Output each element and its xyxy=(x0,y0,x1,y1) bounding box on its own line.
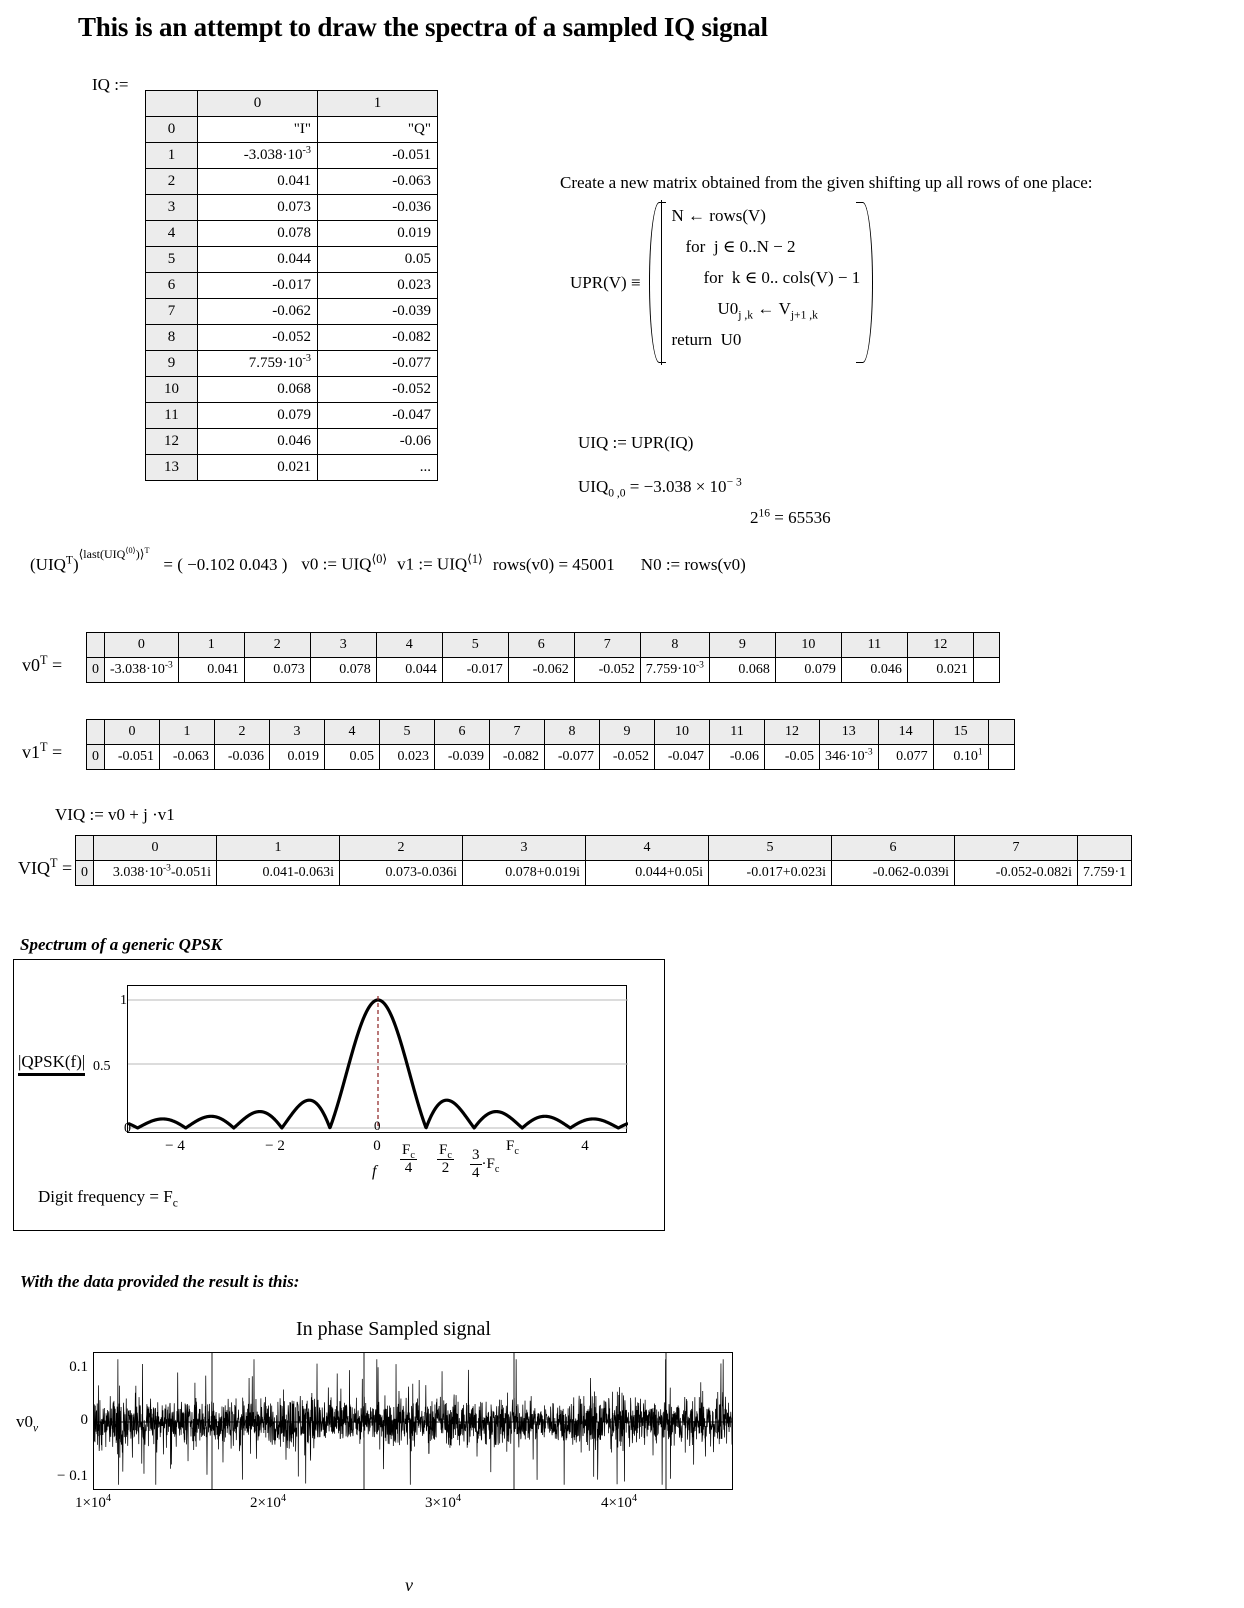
table-cell: -0.047 xyxy=(655,745,710,770)
row-index: 0 xyxy=(87,658,105,683)
column-header: 2 xyxy=(244,633,310,658)
result-section-heading: With the data provided the result is this: xyxy=(20,1272,300,1291)
table-cell: 0.044 xyxy=(376,658,442,683)
table-cell: 0.041 xyxy=(178,658,244,683)
column-header: 0 xyxy=(198,91,318,117)
qpsk-xtick-0: 0 xyxy=(373,1138,381,1154)
table-cell: -0.036 xyxy=(318,195,438,221)
row-index: 11 xyxy=(146,403,198,429)
table-cell: -0.052 xyxy=(574,658,640,683)
table-cell: 0.073-0.036i xyxy=(340,861,463,886)
left-paren xyxy=(647,200,661,365)
table-cell: -0.063 xyxy=(318,169,438,195)
table-row xyxy=(146,299,438,325)
iq-matrix-table xyxy=(145,90,438,481)
v0-transpose-label: $v0^T$ = xyxy=(22,653,63,675)
table-row xyxy=(146,325,438,351)
table-header-row xyxy=(76,836,1132,861)
signal-ytick-upper: 0.1 xyxy=(69,1359,88,1375)
column-header: 1 xyxy=(217,836,340,861)
row-index: 1 xyxy=(146,143,198,169)
qpsk-section-heading: Spectrum of a generic QPSK xyxy=(20,935,223,954)
column-header: 9 xyxy=(600,720,655,745)
table-cell: -0.039 xyxy=(435,745,490,770)
table-cell: 0.05 xyxy=(318,247,438,273)
table-cell: 0.077 xyxy=(878,745,933,770)
table-cell: 0.041-0.063i xyxy=(217,861,340,886)
table-cell: 0.041 xyxy=(198,169,318,195)
rows-v0-value: rows(v0) = 45001 xyxy=(492,554,615,574)
table-cell: -0.036 xyxy=(215,745,270,770)
v0-definition: v0 := $UIQ^{⟨0⟩}$ xyxy=(301,552,388,574)
column-header: 8 xyxy=(545,720,600,745)
v1-transpose-table xyxy=(86,719,1015,770)
table-cell: $-3.038\cdot 10^{-3}$ xyxy=(105,658,179,683)
table-cell: 0.068 xyxy=(198,377,318,403)
table-cell: -0.06 xyxy=(318,429,438,455)
table-cell: -0.052 xyxy=(318,377,438,403)
table-cell: 0.073 xyxy=(198,195,318,221)
table-row xyxy=(87,658,1000,683)
column-header: 1 xyxy=(318,91,438,117)
iq-matrix-label: IQ := xyxy=(92,75,129,94)
upr-line: N ← rows(V) xyxy=(671,206,766,225)
table-cell: ... xyxy=(318,455,438,481)
signal-xtick-2: $2\times 10^4$ xyxy=(249,1493,287,1511)
right-paren xyxy=(860,200,874,365)
table-cell: 0.023 xyxy=(380,745,435,770)
table-cell: 0.10$^1$ xyxy=(933,745,988,770)
table-row xyxy=(146,273,438,299)
table-corner xyxy=(76,836,94,861)
table-cell: 0.044+0.05i xyxy=(586,861,709,886)
table-cell: -0.062-0.039i xyxy=(832,861,955,886)
table-header-row xyxy=(146,91,438,117)
row-index: 12 xyxy=(146,429,198,455)
row-index: 6 xyxy=(146,273,198,299)
table-cell: 0.068 xyxy=(709,658,775,683)
table-row xyxy=(146,455,438,481)
table-cell: 0.078+0.019i xyxy=(463,861,586,886)
table-cell: -0.052-0.082i xyxy=(955,861,1078,886)
table-cell: -0.077 xyxy=(545,745,600,770)
column-header: 6 xyxy=(832,836,955,861)
table-cell: 0.023 xyxy=(318,273,438,299)
table-cell: -0.039 xyxy=(318,299,438,325)
table-cell: 0.078 xyxy=(198,221,318,247)
column-header: 0 xyxy=(94,836,217,861)
signal-xtick-4: $4\times 10^4$ xyxy=(600,1493,638,1511)
table-row xyxy=(146,169,438,195)
table-cell: -0.063 xyxy=(160,745,215,770)
transpose-expression-row xyxy=(30,545,746,608)
column-header: 4 xyxy=(376,633,442,658)
row-index: 10 xyxy=(146,377,198,403)
table-cell: 0.046 xyxy=(198,429,318,455)
table-row xyxy=(87,745,1015,770)
column-header: 15 xyxy=(933,720,988,745)
table-cell: -0.06 xyxy=(710,745,765,770)
table-cell: $-3.038\cdot 10^{-3}$ xyxy=(198,143,318,169)
column-header: 3 xyxy=(310,633,376,658)
table-row xyxy=(146,117,438,143)
row-index: 5 xyxy=(146,247,198,273)
v0-transpose-table xyxy=(86,632,1000,683)
table-cell: $7.759\cdot 10^{-3}$ xyxy=(198,351,318,377)
qpsk-y-axis-label: |QPSK(f)| 0.5 xyxy=(18,1052,111,1074)
column-header-overflow xyxy=(973,633,999,658)
table-row xyxy=(146,377,438,403)
upr-signature: UPR(V) ≡ xyxy=(570,272,641,292)
qpsk-xtick-4: 4 xyxy=(581,1138,589,1154)
qpsk-xtick-fc-over-4: $\frac{F_c}{4}$ xyxy=(402,1142,415,1176)
row-index: 8 xyxy=(146,325,198,351)
power-of-two-value: $2^{16} = 65536$ xyxy=(750,506,831,527)
n0-definition: N0 := rows(v0) xyxy=(640,554,746,574)
column-header: 9 xyxy=(709,633,775,658)
uiq-element-value: $UIQ_{0 ,0} = -3.038 \times 10^{- 3}$ xyxy=(578,475,742,500)
column-header: 3 xyxy=(270,720,325,745)
qpsk-xtick--2: − 2 xyxy=(265,1138,285,1154)
table-cell: -0.062 xyxy=(198,299,318,325)
row-index: 2 xyxy=(146,169,198,195)
table-cell: 0.019 xyxy=(270,745,325,770)
table-row xyxy=(76,861,1132,886)
v1-definition: v1 := $UIQ^{⟨1⟩}$ xyxy=(397,552,483,574)
table-corner xyxy=(87,720,105,745)
table-cell-overflow xyxy=(973,658,999,683)
column-header: 2 xyxy=(215,720,270,745)
row-index: 0 xyxy=(146,117,198,143)
qpsk-xtick-fc: $F_c$ xyxy=(506,1138,519,1157)
signal-y-axis-label: $v0_\nu$ xyxy=(16,1412,39,1435)
row-index: 9 xyxy=(146,351,198,377)
qpsk-plot-area xyxy=(127,985,627,1133)
table-cell-overflow: 7.759·1 xyxy=(1078,861,1132,886)
table-cell: 0.078 xyxy=(310,658,376,683)
table-cell: $346\cdot 10^{-3}$ xyxy=(820,745,879,770)
column-header: 5 xyxy=(380,720,435,745)
signal-ytick-lower: − 0.1 xyxy=(57,1468,88,1484)
column-header: 1 xyxy=(160,720,215,745)
column-header-overflow xyxy=(988,720,1014,745)
page-title: This is an attempt to draw the spectra of a sampled IQ signal xyxy=(78,12,768,42)
viq-transpose-table xyxy=(75,835,1132,886)
table-cell: 0.079 xyxy=(775,658,841,683)
table-row xyxy=(146,403,438,429)
table-cell: 0.021 xyxy=(907,658,973,683)
row-index: 7 xyxy=(146,299,198,325)
column-header: 14 xyxy=(878,720,933,745)
viq-transpose-label: $VIQ^T$ = xyxy=(18,856,73,878)
table-cell: -0.05 xyxy=(765,745,820,770)
in-phase-signal-trace xyxy=(94,1353,733,1490)
column-header: 4 xyxy=(586,836,709,861)
upr-description: Create a new matrix obtained from the given shifting up all rows of one place: xyxy=(560,173,1093,192)
upr-line: $U0_{j ,k}$ ← $V_{j+1 ,k}$ xyxy=(717,299,818,322)
table-header-row xyxy=(87,633,1000,658)
column-header: 6 xyxy=(508,633,574,658)
column-header: 10 xyxy=(775,633,841,658)
table-cell: 0.05 xyxy=(325,745,380,770)
table-cell: 0.021 xyxy=(198,455,318,481)
table-cell: -0.052 xyxy=(600,745,655,770)
table-cell: -0.017 xyxy=(442,658,508,683)
table-cell: -0.051 xyxy=(105,745,160,770)
qpsk-footnote: Digit frequency = $F_c$ xyxy=(38,1187,178,1210)
column-header: 6 xyxy=(435,720,490,745)
column-header: 11 xyxy=(710,720,765,745)
table-cell-overflow xyxy=(988,745,1014,770)
table-row xyxy=(146,143,438,169)
column-header: 5 xyxy=(709,836,832,861)
upr-program-body xyxy=(661,200,861,365)
table-corner xyxy=(87,633,105,658)
expression-result: = ( −0.102 0.043 ) xyxy=(163,554,288,574)
upr-line: for k ∈ 0.. cols(V) − 1 xyxy=(703,268,861,287)
column-header: 12 xyxy=(907,633,973,658)
qpsk-xtick-3-4-fc: $\frac{3}{4}$ $\cdot F_c$ xyxy=(472,1147,500,1181)
row-index: 0 xyxy=(87,745,105,770)
column-header-overflow xyxy=(1078,836,1132,861)
table-cell: "I" xyxy=(198,117,318,143)
qpsk-xaxis-var: f xyxy=(372,1163,377,1180)
table-cell: -0.062 xyxy=(508,658,574,683)
row-index: 4 xyxy=(146,221,198,247)
qpsk-ytick-0: 0 xyxy=(124,1121,131,1136)
column-header: 0 xyxy=(105,633,179,658)
table-cell: 0.046 xyxy=(841,658,907,683)
table-cell: $3.038\cdot 10^{-3}-0.051i$ xyxy=(94,861,217,886)
signal-xtick-3: $3\times 10^4$ xyxy=(424,1493,462,1511)
upr-line: for j ∈ 0..N − 2 xyxy=(685,237,796,256)
table-cell: 0.079 xyxy=(198,403,318,429)
column-header: 11 xyxy=(841,633,907,658)
column-header: 10 xyxy=(655,720,710,745)
signal-x-axis-label: ν xyxy=(405,1575,413,1595)
table-cell: -0.047 xyxy=(318,403,438,429)
signal-plot-area xyxy=(93,1352,733,1490)
column-header: 12 xyxy=(765,720,820,745)
upr-definition xyxy=(570,200,874,365)
table-cell: -0.082 xyxy=(490,745,545,770)
column-header: 4 xyxy=(325,720,380,745)
table-header-row xyxy=(87,720,1015,745)
column-header: 7 xyxy=(955,836,1078,861)
column-header: 1 xyxy=(178,633,244,658)
signal-ytick-zero: 0 xyxy=(80,1412,88,1428)
table-corner xyxy=(146,91,198,117)
signal-xtick-1: $1\times 10^4$ xyxy=(74,1493,112,1511)
table-cell: -0.051 xyxy=(318,143,438,169)
qpsk-sinc-curve xyxy=(128,986,628,1134)
table-cell: -0.052 xyxy=(198,325,318,351)
column-header: 2 xyxy=(340,836,463,861)
uiq-definition: UIQ := UPR(IQ) xyxy=(578,433,694,452)
column-header: 3 xyxy=(463,836,586,861)
table-cell: -0.017+0.023i xyxy=(709,861,832,886)
column-header: 13 xyxy=(820,720,879,745)
table-cell: 0.044 xyxy=(198,247,318,273)
row-index: 13 xyxy=(146,455,198,481)
column-header: 0 xyxy=(105,720,160,745)
uiq-transpose-expression: $(UIQ^T)^{⟨last(UIQ^{⟨0⟩})⟩^T}$ xyxy=(30,545,150,574)
table-row xyxy=(146,247,438,273)
table-cell: 0.073 xyxy=(244,658,310,683)
table-cell: "Q" xyxy=(318,117,438,143)
table-cell: 0.019 xyxy=(318,221,438,247)
column-header: 7 xyxy=(490,720,545,745)
table-row xyxy=(146,221,438,247)
column-header: 8 xyxy=(640,633,709,658)
table-row xyxy=(146,195,438,221)
table-row xyxy=(146,429,438,455)
table-row xyxy=(146,351,438,377)
qpsk-xtick-fc-over-2: $\frac{F_c}{2}$ xyxy=(439,1142,452,1176)
column-header: 5 xyxy=(442,633,508,658)
table-cell: $7.759\cdot 10^{-3}$ xyxy=(640,658,709,683)
v1-transpose-label: $v1^T$ = xyxy=(22,740,63,762)
column-header: 7 xyxy=(574,633,640,658)
table-cell: -0.077 xyxy=(318,351,438,377)
row-index: 3 xyxy=(146,195,198,221)
row-index: 0 xyxy=(76,861,94,886)
signal-chart-title: In phase Sampled signal xyxy=(296,1318,491,1340)
viq-definition: VIQ := v0 + j ·v1 xyxy=(55,805,175,824)
table-cell: -0.082 xyxy=(318,325,438,351)
qpsk-origin-marker-label: 0 xyxy=(374,1118,381,1133)
qpsk-ytick-1: 1 xyxy=(120,993,127,1008)
upr-line: return U0 xyxy=(671,330,742,349)
qpsk-xtick--4: − 4 xyxy=(165,1138,185,1154)
table-cell: -0.017 xyxy=(198,273,318,299)
